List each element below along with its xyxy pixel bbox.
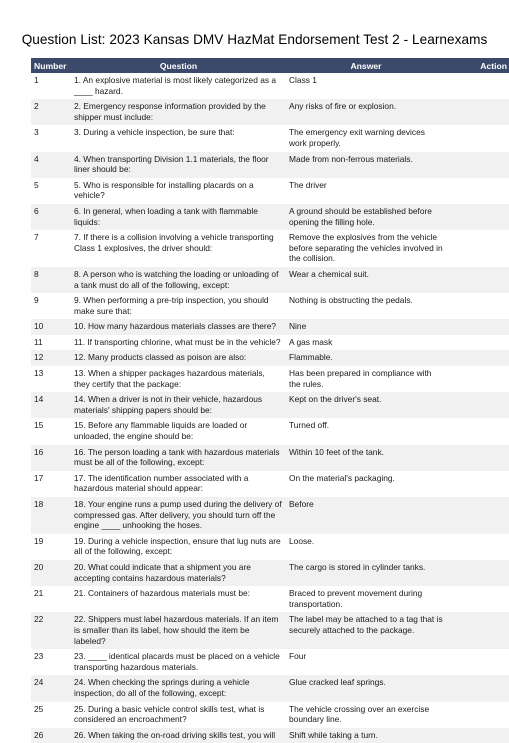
row-number: 21 <box>34 588 44 599</box>
row-question: 22. Shippers must label hazardous materials. If an item is smaller than its label, how should the item be labeled? <box>71 612 286 649</box>
row-answer: The vehicle crossing over an exercise boundary line. <box>289 703 430 725</box>
row-action <box>446 497 509 534</box>
row-action <box>446 728 509 743</box>
row-question: 5. Who is responsible for installing placards on a vehicle? <box>74 179 254 201</box>
row-number: 15 <box>34 420 44 431</box>
row-action <box>446 335 509 351</box>
row-action <box>446 649 509 675</box>
table-row <box>31 99 509 125</box>
table-row <box>31 350 509 366</box>
row-answer: Has been prepared in compliance with the rules. <box>289 368 432 389</box>
row-question: 20. What could indicate that a shipment you are accepting contains hazardous materials? <box>71 560 286 586</box>
row-number: 25 <box>34 703 44 714</box>
row-question: 18. Your engine runs a pump used during the delivery of compressed gas. After delivery, you should turn off the engine ____ unhooking the hoses. <box>71 497 286 534</box>
row-action <box>446 471 509 497</box>
row-number: 12 <box>31 350 71 366</box>
row-answer: Loose. <box>289 535 315 546</box>
row-number: 19 <box>34 535 44 546</box>
row-answer: Four <box>289 651 307 662</box>
row-answer: Made from non-ferrous materials. <box>286 152 446 178</box>
row-answer: Within 10 feet of the tank. <box>286 445 446 471</box>
row-number: 6 <box>31 204 71 230</box>
table-header-row <box>31 58 509 73</box>
row-answer: On the material's packaging. <box>289 472 395 483</box>
row-answer: A gas mask <box>289 336 333 347</box>
row-question: 11. If transporting chlorine, what must be in the vehicle? <box>74 336 281 347</box>
row-number: 8 <box>31 267 71 293</box>
table-row <box>31 728 509 743</box>
row-number: 2 <box>31 99 71 125</box>
row-question: 15. Before any flammable liquids are loaded or unloaded, the engine should be: <box>74 420 248 442</box>
row-action <box>446 267 509 293</box>
row-answer: Class 1 <box>289 75 317 85</box>
row-action <box>446 560 509 586</box>
row-number: 22 <box>31 612 71 649</box>
row-question: 9. When performing a pre-trip inspection, you should make sure that: <box>74 295 269 316</box>
row-answer: The label may be attached to a tag that is securely attached to the package. <box>286 612 446 649</box>
row-answer: A ground should be established before opening the filling hole. <box>286 204 446 230</box>
table-body <box>31 73 509 743</box>
row-action <box>446 319 509 335</box>
row-action <box>446 534 509 560</box>
row-number: 11 <box>34 336 43 347</box>
row-question: 12. Many products classed as poison are also: <box>71 350 286 366</box>
row-action <box>446 350 509 366</box>
row-action <box>446 418 509 444</box>
row-question: 8. A person who is watching the loading or unloading of a tank must do all of the following, except: <box>71 267 286 293</box>
row-number: 18 <box>31 497 71 534</box>
row-action <box>446 73 509 99</box>
row-number: 5 <box>34 179 39 190</box>
row-action <box>446 612 509 649</box>
row-number: 17 <box>34 472 44 483</box>
row-question: 10. How many hazardous materials classes are there? <box>71 319 286 335</box>
row-answer: Nothing is obstructing the pedals. <box>289 295 413 306</box>
row-question: 6. In general, when loading a tank with flammable liquids: <box>71 204 286 230</box>
row-question: 21. Containers of hazardous materials must be: <box>74 588 250 599</box>
table-row <box>31 204 509 230</box>
table-row <box>31 267 509 293</box>
row-question: 2. Emergency response information provided by the shipper must include: <box>71 99 286 125</box>
row-question: 1. An explosive material is most likely categorized as a ____ hazard. <box>74 75 277 96</box>
row-number: 16 <box>31 445 71 471</box>
row-question: 25. During a basic vehicle control skills test, what is considered an encroachment? <box>74 703 265 725</box>
table-row <box>31 586 509 612</box>
row-action <box>446 392 509 418</box>
row-number: 7 <box>34 232 39 243</box>
table-row <box>31 178 509 204</box>
row-action <box>446 702 509 728</box>
table-row <box>31 702 509 728</box>
row-answer: Nine <box>286 319 446 335</box>
row-answer: Glue cracked leaf springs. <box>286 675 446 701</box>
row-answer: Any risks of fire or explosion. <box>286 99 446 125</box>
row-action <box>446 366 509 392</box>
row-answer: Flammable. <box>286 350 446 366</box>
table-row <box>31 319 509 335</box>
header-action: Action <box>446 58 509 73</box>
table-row <box>31 649 509 675</box>
table-row <box>31 675 509 701</box>
row-number: 26 <box>31 728 71 743</box>
table-row <box>31 560 509 586</box>
row-question: 24. When checking the springs during a vehicle inspection, do all of the following, except: <box>71 675 286 701</box>
row-action <box>446 445 509 471</box>
table-row <box>31 293 509 319</box>
table-row <box>31 471 509 497</box>
table-row <box>31 534 509 560</box>
row-number: 13 <box>34 368 44 379</box>
table-row <box>31 366 509 392</box>
table-row <box>31 497 509 534</box>
row-question: 26. When taking the on-road driving skills test, you will <box>71 728 286 743</box>
row-number: 1 <box>34 75 39 85</box>
row-action <box>446 125 509 151</box>
table-row <box>31 152 509 178</box>
header-number: Number <box>31 58 71 73</box>
row-number: 9 <box>34 295 39 306</box>
row-answer: The cargo is stored in cylinder tanks. <box>286 560 446 586</box>
row-number: 4 <box>31 152 71 178</box>
row-action <box>446 178 509 204</box>
question-table <box>31 58 509 743</box>
row-number: 10 <box>31 319 71 335</box>
header-answer: Answer <box>286 58 446 73</box>
row-answer: The driver <box>289 179 327 190</box>
table-row <box>31 335 509 351</box>
table-row <box>31 392 509 418</box>
row-action <box>446 99 509 125</box>
row-question: 14. When a driver is not in their vehicle, hazardous materials' shipping papers should be: <box>71 392 286 418</box>
row-answer: Wear a chemical suit. <box>286 267 446 293</box>
row-action <box>446 293 509 319</box>
page-title: Question List: 2023 Kansas DMV HazMat Endorsement Test 2 - Learnexams <box>21 32 488 47</box>
row-question: 23. ____ identical placards must be placed on a vehicle transporting hazardous materials. <box>74 651 280 672</box>
row-number: 14 <box>31 392 71 418</box>
row-number: 24 <box>31 675 71 701</box>
row-answer: Turned off. <box>289 420 330 431</box>
row-answer: Shift while taking a turn. <box>286 728 446 743</box>
row-question: 16. The person loading a tank with hazardous materials must be all of the following, except: <box>71 445 286 471</box>
table-row <box>31 612 509 649</box>
table-row <box>31 418 509 444</box>
table-row <box>31 73 509 99</box>
row-action <box>446 152 509 178</box>
header-question: Question <box>71 58 286 73</box>
row-question: 13. When a shipper packages hazardous materials, they certify that the package: <box>74 368 265 389</box>
row-answer: Before <box>286 497 446 534</box>
row-number: 20 <box>31 560 71 586</box>
row-action <box>446 586 509 612</box>
row-question: 4. When transporting Division 1.1 materials, the floor liner should be: <box>71 152 286 178</box>
row-number: 3 <box>34 127 39 138</box>
row-answer: Kept on the driver's seat. <box>286 392 446 418</box>
row-answer: The emergency exit warning devices work properly. <box>289 127 425 148</box>
row-question: 19. During a vehicle inspection, ensure that lug nuts are all of the following, except: <box>74 535 281 557</box>
table-row <box>31 125 509 151</box>
table-row <box>31 230 509 267</box>
row-question: 7. If there is a collision involving a vehicle transporting Class 1 explosives, the driver should: <box>74 232 274 253</box>
row-action <box>446 204 509 230</box>
row-action <box>446 230 509 267</box>
row-question: 3. During a vehicle inspection, be sure that: <box>74 127 235 138</box>
row-answer: Braced to prevent movement during transportation. <box>289 588 423 609</box>
row-number: 23 <box>34 651 44 662</box>
row-answer: Remove the explosives from the vehicle before separating the vehicles involved in the collision. <box>289 232 443 264</box>
row-question: 17. The identification number associated with a hazardous material should appear: <box>74 472 249 494</box>
row-action <box>446 675 509 701</box>
table-row <box>31 445 509 471</box>
